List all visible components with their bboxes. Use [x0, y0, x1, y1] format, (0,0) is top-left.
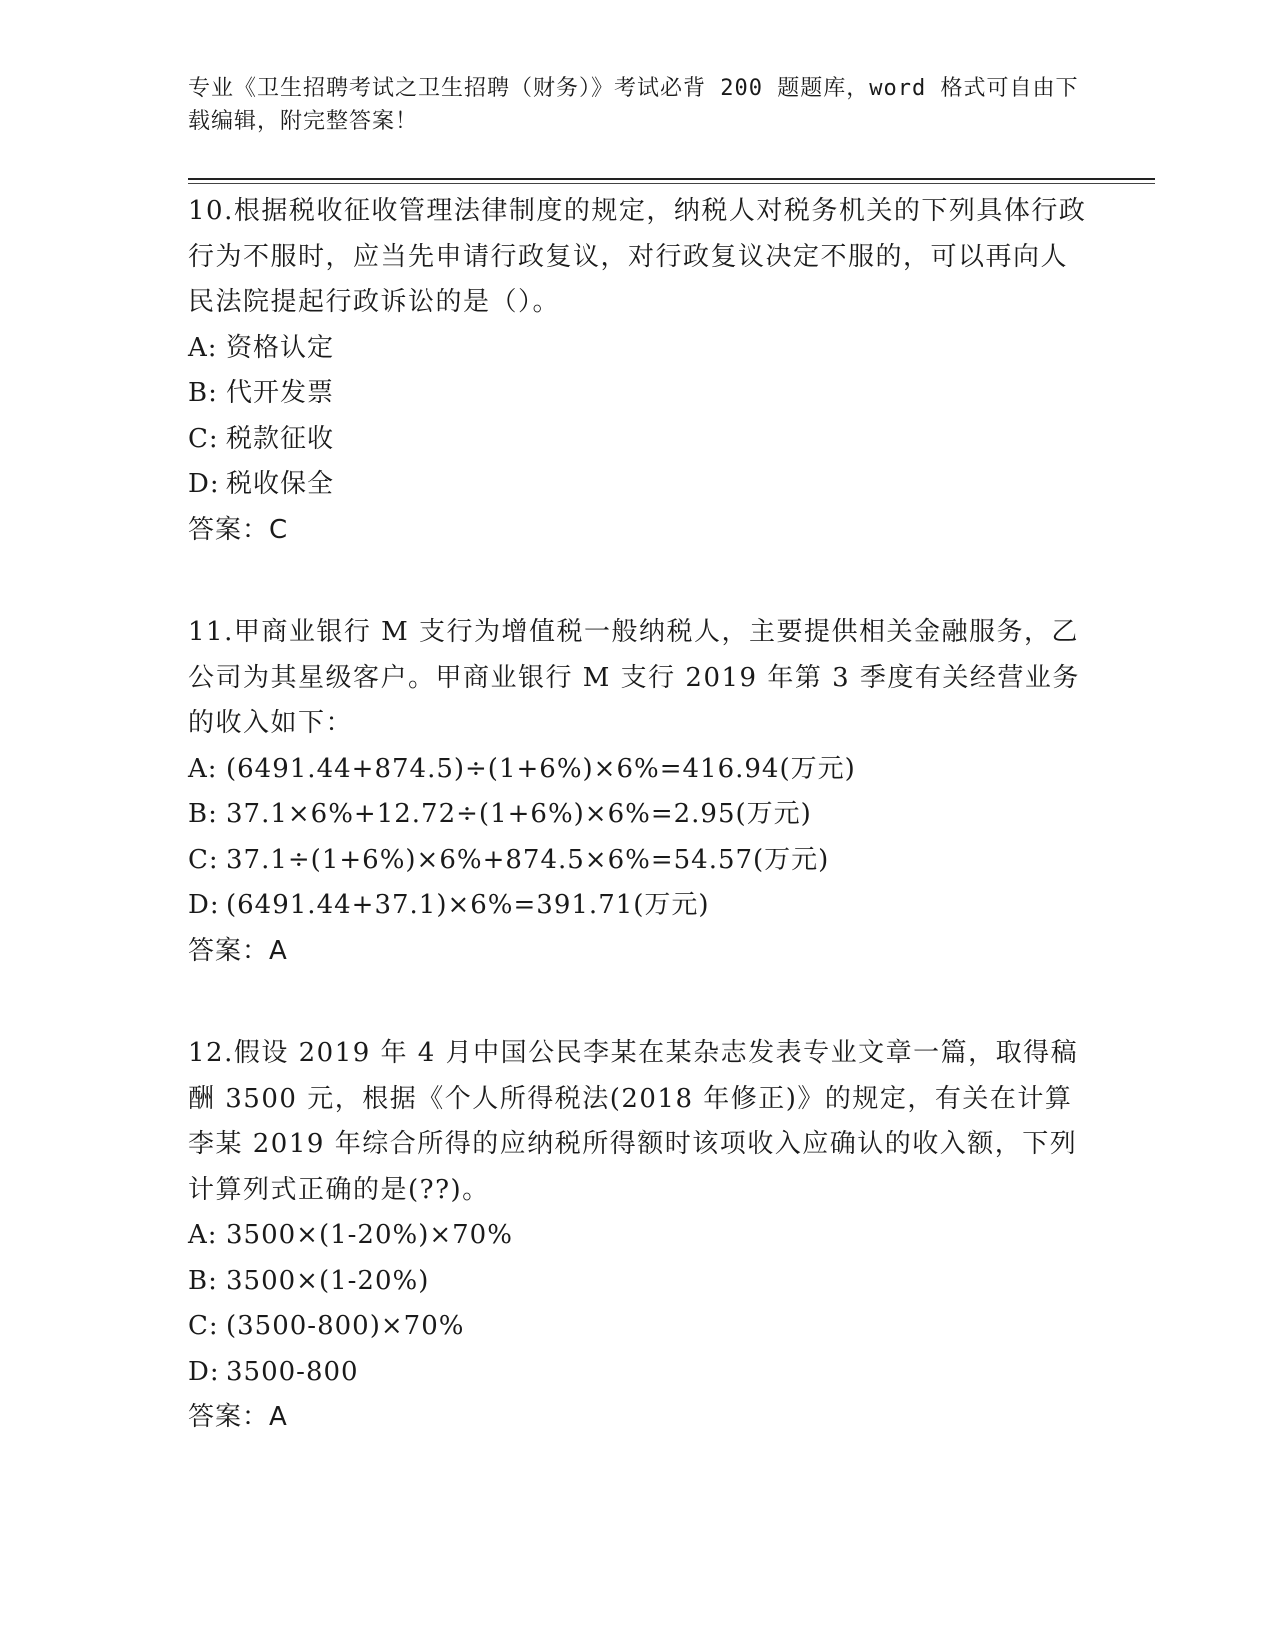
option-text: (6491.44+874.5)÷(1+6%)×6%=416.94(万元): [226, 753, 856, 784]
option-c: [188, 1304, 1088, 1350]
question-stem: 10.根据税收征收管理法律制度的规定，纳税人对税务机关的下列具体行政行为不服时，应当先申请行政复议，对行政复议决定不服的，可以再向人民法院提起行政诉讼的是（）。: [188, 196, 1087, 317]
option-text: 3500×(1-20%)×70%: [226, 1220, 513, 1250]
option-text: 税款征收: [226, 423, 335, 454]
answer-line: 答案：C: [188, 514, 289, 545]
option-letter: A:: [188, 753, 218, 784]
answer-line: 答案：A: [188, 1402, 288, 1432]
option-text: (3500-800)×70%: [226, 1311, 465, 1341]
option-letter: C:: [188, 1311, 219, 1341]
option-text: (6491.44+37.1)×6%=391.71(万元): [226, 890, 710, 920]
option-a: [188, 326, 1088, 372]
option-text: 3500-800: [226, 1356, 359, 1387]
header-divider-thin: [188, 183, 1155, 184]
question-list: [188, 189, 1088, 1498]
option-b: [188, 371, 1088, 417]
question-10: [188, 189, 1088, 553]
answer-line: 答案：A: [188, 935, 288, 966]
option-text: 资格认定: [226, 332, 335, 363]
option-letter: C:: [188, 423, 219, 454]
option-letter: B:: [188, 1265, 218, 1296]
option-letter: C:: [188, 844, 219, 875]
option-text: 37.1×6%+12.72÷(1+6%)×6%=2.95(万元): [226, 799, 812, 829]
option-letter: A:: [188, 1220, 218, 1250]
question-stem: 12.假设 2019 年 4 月中国公民李某在某杂志发表专业文章一篇，取得稿酬 3500 元，根据《个人所得税法(2018 年修正)》的规定，有关在计算李某 2019 年综合所得的应纳税所得额时该项收入应确认的收入额，下列计算列式正确的是(??)。: [188, 1038, 1079, 1205]
option-b: [188, 1259, 1088, 1305]
option-letter: B:: [188, 799, 218, 829]
header-divider-thick: [188, 178, 1155, 180]
option-d: [188, 883, 1088, 929]
option-letter: D:: [188, 890, 220, 920]
document-header: 专业《卫生招聘考试之卫生招聘（财务）》考试必背 200 题题库，word 格式可自由下载编辑，附完整答案！: [188, 76, 1079, 134]
option-text: 37.1÷(1+6%)×6%+874.5×6%=54.57(万元): [226, 844, 830, 875]
question-12: [188, 1031, 1088, 1441]
option-letter: D:: [188, 1356, 220, 1387]
option-letter: D:: [188, 469, 220, 499]
option-a: [188, 747, 1088, 793]
option-letter: A:: [188, 332, 218, 363]
option-text: 代开发票: [226, 378, 335, 408]
option-d: [188, 1350, 1088, 1396]
option-letter: B:: [188, 378, 218, 408]
option-text: 税收保全: [226, 469, 335, 499]
option-text: 3500×(1-20%): [226, 1265, 430, 1296]
question-stem: 11.甲商业银行 M 支行为增值税一般纳税人，主要提供相关金融服务，乙公司为其星级客户。甲商业银行 M 支行 2019 年第 3 季度有关经营业务的收入如下：: [188, 617, 1080, 738]
option-d: [188, 462, 1088, 508]
question-11: [188, 610, 1088, 974]
option-c: [188, 838, 1088, 884]
option-c: [188, 417, 1088, 463]
option-a: [188, 1213, 1088, 1259]
option-b: [188, 792, 1088, 838]
